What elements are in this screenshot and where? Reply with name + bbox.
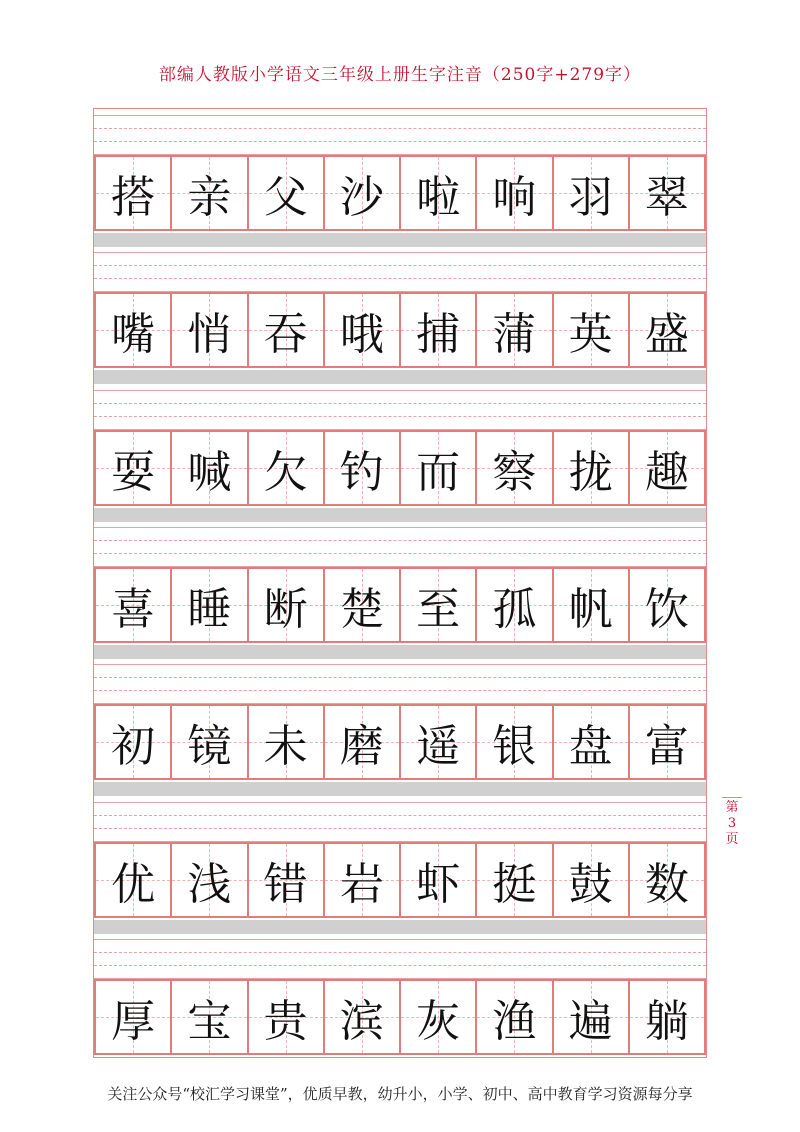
hanzi-char: 悄 bbox=[187, 309, 232, 361]
hanzi-char: 嘴 bbox=[111, 309, 156, 361]
footer-note: 关注公众号“校汇学习课堂”，优质早教，幼升小，小学、初中、高中教育学习资源每分享 bbox=[107, 1085, 693, 1103]
char-cell bbox=[475, 704, 553, 780]
pinyin-line bbox=[94, 265, 706, 266]
pinyin-lines bbox=[94, 933, 706, 979]
char-cell bbox=[399, 430, 477, 506]
hanzi-char: 啦 bbox=[416, 172, 461, 223]
hanzi-char: 蒲 bbox=[492, 309, 537, 361]
char-cell bbox=[170, 292, 248, 368]
pinyin-line bbox=[94, 802, 706, 803]
pinyin-lines bbox=[94, 384, 706, 430]
hanzi-char: 欠 bbox=[263, 446, 308, 498]
char-cell bbox=[323, 704, 401, 780]
char-block-row bbox=[94, 521, 706, 658]
writing-sheet bbox=[93, 108, 707, 1058]
char-cell bbox=[323, 430, 401, 506]
char-block-row bbox=[94, 246, 706, 383]
char-row bbox=[94, 430, 706, 506]
hanzi-char: 虾 bbox=[416, 858, 461, 910]
char-cell bbox=[475, 155, 553, 231]
hanzi-char: 优 bbox=[111, 858, 156, 910]
hanzi-char: 睡 bbox=[187, 583, 232, 635]
char-cell bbox=[94, 292, 172, 368]
char-cell bbox=[552, 155, 630, 231]
char-cell bbox=[323, 979, 401, 1055]
char-block-row bbox=[94, 384, 706, 521]
hanzi-char: 宝 bbox=[187, 995, 232, 1047]
char-cell bbox=[628, 292, 706, 368]
hanzi-char: 趣 bbox=[644, 446, 689, 498]
char-cell bbox=[94, 155, 172, 231]
hanzi-char: 浅 bbox=[187, 858, 232, 910]
hanzi-char: 英 bbox=[568, 309, 613, 361]
char-block-row bbox=[94, 109, 706, 246]
char-row bbox=[94, 155, 706, 231]
hanzi-char: 遍 bbox=[568, 995, 613, 1047]
char-cell bbox=[628, 430, 706, 506]
hanzi-char: 哦 bbox=[339, 309, 384, 361]
char-row bbox=[94, 979, 706, 1055]
hanzi-char: 沙 bbox=[339, 172, 384, 223]
hanzi-char: 灰 bbox=[416, 995, 461, 1047]
char-cell bbox=[247, 155, 325, 231]
char-cell bbox=[94, 430, 172, 506]
pinyin-lines bbox=[94, 246, 706, 292]
pinyin-line bbox=[94, 939, 706, 940]
pinyin-line bbox=[94, 540, 706, 541]
pinyin-line bbox=[94, 416, 706, 417]
char-cell bbox=[475, 842, 553, 918]
hanzi-char: 初 bbox=[111, 721, 156, 773]
char-cell bbox=[323, 155, 401, 231]
hanzi-char: 钓 bbox=[339, 446, 384, 498]
hanzi-char: 挺 bbox=[492, 858, 537, 910]
char-cell bbox=[94, 704, 172, 780]
hanzi-char: 数 bbox=[644, 858, 689, 910]
char-cell bbox=[399, 292, 477, 368]
pinyin-line bbox=[94, 278, 706, 279]
char-cell bbox=[552, 842, 630, 918]
hanzi-char: 未 bbox=[263, 721, 308, 773]
pinyin-line bbox=[94, 141, 706, 142]
pinyin-line bbox=[94, 527, 706, 528]
pinyin-lines bbox=[94, 109, 706, 155]
char-cell bbox=[552, 430, 630, 506]
pinyin-line bbox=[94, 677, 706, 678]
hanzi-char: 饮 bbox=[644, 583, 689, 635]
char-cell bbox=[323, 567, 401, 643]
hanzi-char: 鼓 bbox=[568, 858, 613, 910]
char-row bbox=[94, 842, 706, 918]
hanzi-char: 耍 bbox=[111, 446, 156, 498]
hanzi-char: 岩 bbox=[339, 858, 384, 910]
char-block-row bbox=[94, 933, 706, 1070]
separator-bar bbox=[94, 370, 706, 384]
hanzi-char: 亲 bbox=[187, 172, 232, 223]
char-cell bbox=[94, 567, 172, 643]
char-cell bbox=[628, 704, 706, 780]
char-cell bbox=[552, 979, 630, 1055]
pinyin-line bbox=[94, 128, 706, 129]
char-cell bbox=[628, 567, 706, 643]
char-cell bbox=[170, 842, 248, 918]
pinyin-lines bbox=[94, 796, 706, 842]
pinyin-line bbox=[94, 690, 706, 691]
char-cell bbox=[94, 842, 172, 918]
char-row bbox=[94, 292, 706, 368]
char-cell bbox=[552, 567, 630, 643]
char-cell bbox=[170, 704, 248, 780]
pinyin-line bbox=[94, 952, 706, 953]
hanzi-char: 错 bbox=[263, 858, 308, 910]
char-cell bbox=[247, 292, 325, 368]
hanzi-char: 响 bbox=[492, 172, 537, 223]
char-cell bbox=[170, 430, 248, 506]
char-cell bbox=[475, 567, 553, 643]
hanzi-char: 富 bbox=[644, 721, 689, 773]
char-cell bbox=[247, 430, 325, 506]
char-cell bbox=[247, 979, 325, 1055]
hanzi-char: 镜 bbox=[187, 721, 232, 773]
hanzi-char: 遥 bbox=[416, 721, 461, 773]
page-mark-prefix: 第 bbox=[725, 800, 739, 815]
char-cell bbox=[247, 842, 325, 918]
pinyin-line bbox=[94, 553, 706, 554]
char-cell bbox=[475, 979, 553, 1055]
pinyin-line bbox=[94, 815, 706, 816]
hanzi-char: 喜 bbox=[111, 583, 156, 635]
hanzi-char: 孤 bbox=[492, 583, 537, 635]
page-mark-suffix: 页 bbox=[725, 832, 739, 847]
hanzi-char: 吞 bbox=[263, 309, 308, 361]
pinyin-line bbox=[94, 115, 706, 116]
pinyin-line bbox=[94, 403, 706, 404]
page-number-mark bbox=[722, 797, 742, 848]
char-cell bbox=[399, 155, 477, 231]
char-cell bbox=[399, 979, 477, 1055]
hanzi-char: 厚 bbox=[111, 995, 156, 1047]
char-cell bbox=[552, 704, 630, 780]
page-title: 部编人教版小学语文三年级上册生字注音（250字+279字） bbox=[158, 65, 642, 85]
pinyin-line bbox=[94, 252, 706, 253]
char-cell bbox=[323, 842, 401, 918]
char-cell bbox=[628, 979, 706, 1055]
hanzi-char: 盘 bbox=[568, 721, 613, 773]
hanzi-char: 楚 bbox=[339, 583, 384, 635]
hanzi-char: 贵 bbox=[263, 995, 308, 1047]
char-cell bbox=[628, 155, 706, 231]
char-cell bbox=[399, 704, 477, 780]
char-cell bbox=[475, 430, 553, 506]
page-mark-number: 3 bbox=[727, 816, 737, 831]
hanzi-char: 磨 bbox=[339, 721, 384, 773]
separator-bar bbox=[94, 508, 706, 522]
char-cell bbox=[94, 979, 172, 1055]
separator-bar bbox=[94, 782, 706, 796]
hanzi-char: 银 bbox=[492, 721, 537, 773]
hanzi-char: 躺 bbox=[644, 995, 689, 1047]
char-cell bbox=[628, 842, 706, 918]
hanzi-char: 渔 bbox=[492, 995, 537, 1047]
char-row bbox=[94, 567, 706, 643]
hanzi-char: 翠 bbox=[644, 172, 689, 223]
separator-bar bbox=[94, 645, 706, 659]
hanzi-char: 捕 bbox=[416, 309, 461, 361]
char-cell bbox=[475, 292, 553, 368]
char-row bbox=[94, 704, 706, 780]
hanzi-char: 帆 bbox=[568, 583, 613, 635]
char-cell bbox=[247, 567, 325, 643]
hanzi-char: 盛 bbox=[644, 309, 689, 361]
char-cell bbox=[399, 567, 477, 643]
char-cell bbox=[170, 979, 248, 1055]
char-block-row bbox=[94, 796, 706, 933]
pinyin-line bbox=[94, 390, 706, 391]
page-mark-tick bbox=[722, 797, 742, 798]
hanzi-char: 断 bbox=[263, 583, 308, 635]
pinyin-lines bbox=[94, 521, 706, 567]
pinyin-lines bbox=[94, 658, 706, 704]
char-cell bbox=[399, 842, 477, 918]
hanzi-char: 至 bbox=[416, 583, 461, 635]
pinyin-line bbox=[94, 965, 706, 966]
hanzi-char: 而 bbox=[416, 446, 461, 498]
hanzi-char: 羽 bbox=[568, 172, 613, 223]
hanzi-char: 滨 bbox=[339, 995, 384, 1047]
hanzi-char: 搭 bbox=[111, 172, 156, 223]
pinyin-line bbox=[94, 664, 706, 665]
char-cell bbox=[552, 292, 630, 368]
separator-bar bbox=[94, 920, 706, 934]
char-cell bbox=[170, 155, 248, 231]
char-cell bbox=[170, 567, 248, 643]
hanzi-char: 拢 bbox=[568, 446, 613, 498]
hanzi-char: 父 bbox=[263, 172, 308, 223]
hanzi-char: 喊 bbox=[187, 446, 232, 498]
pinyin-line bbox=[94, 828, 706, 829]
separator-bar bbox=[94, 233, 706, 247]
hanzi-char: 察 bbox=[492, 446, 537, 498]
char-cell bbox=[323, 292, 401, 368]
char-cell bbox=[247, 704, 325, 780]
char-block-row bbox=[94, 658, 706, 795]
